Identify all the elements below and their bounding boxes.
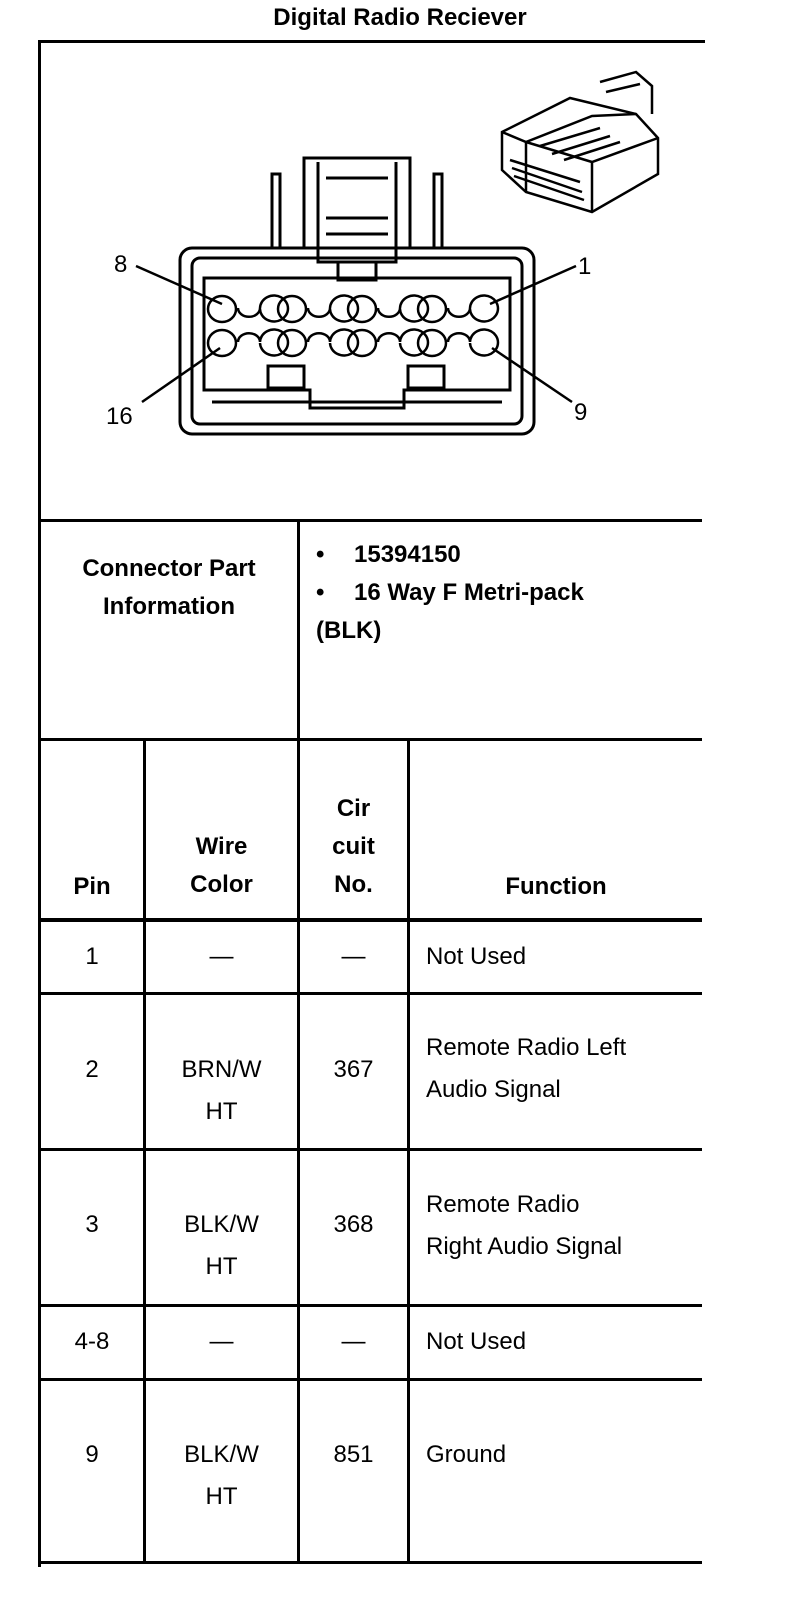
divider-row-3 <box>38 1304 702 1307</box>
bullet-icon: • <box>316 541 325 568</box>
cavity-row-top <box>208 296 498 323</box>
header-pin: Pin <box>73 873 111 900</box>
divider-info <box>38 738 702 741</box>
wire-color-cell <box>146 1434 297 1518</box>
header-wire-color <box>146 828 297 904</box>
page-title: Digital Radio Reciever <box>273 4 527 31</box>
connector-description: 16 Way F Metri-pack <box>354 579 584 606</box>
table-row <box>41 936 143 978</box>
circuit-cell: 367 <box>333 1056 374 1083</box>
bullet-icon: • <box>316 579 325 606</box>
table-row <box>41 1321 143 1363</box>
divider-row-4 <box>38 1378 702 1381</box>
pin-label-16: 16 <box>106 403 133 430</box>
connector-info-values <box>316 536 696 650</box>
function-line2: Right Audio Signal <box>426 1233 623 1260</box>
wire-color-line1: BRN/W <box>181 1056 262 1083</box>
lock-tab-left <box>268 366 304 388</box>
header-function: Function <box>505 873 607 900</box>
list-item <box>316 574 696 612</box>
divider-header <box>38 918 702 922</box>
divider-bottom <box>38 1561 702 1564</box>
table-row <box>41 1434 143 1476</box>
connector-3d-view <box>502 72 658 212</box>
wire-color-line1: BLK/W <box>184 1211 259 1238</box>
function-line1: Remote Radio Left <box>426 1034 627 1061</box>
function-cell <box>426 1027 702 1111</box>
part-number: 15394150 <box>354 541 461 568</box>
list-item <box>316 536 696 574</box>
divider-info-col <box>297 520 300 740</box>
function-cell: Ground <box>426 1441 507 1468</box>
wire-color-line2: HT <box>205 1483 238 1510</box>
pin-label-9: 9 <box>574 399 588 426</box>
circuit-cell: 851 <box>333 1441 374 1468</box>
pin-cell: 1 <box>85 943 99 970</box>
header-circuit <box>300 790 407 904</box>
header-circuit-line2: cuit <box>332 833 375 860</box>
function-cell <box>426 1184 702 1268</box>
divider-col-circuit <box>407 739 410 1564</box>
wire-color-line1: BLK/W <box>184 1441 259 1468</box>
function-line2: Audio Signal <box>426 1076 561 1103</box>
header-circuit-line3: No. <box>334 871 373 898</box>
latch-right-post <box>434 174 442 248</box>
function-line1: Remote Radio <box>426 1191 580 1218</box>
header-wire-color-line1: Wire <box>195 833 248 860</box>
connector-info-label <box>41 550 297 626</box>
pin-cell: 2 <box>85 1056 99 1083</box>
pin-cell: 3 <box>85 1211 99 1238</box>
connector-diagram <box>40 42 700 520</box>
header-circuit-line1: Cir <box>336 795 371 822</box>
wire-color-cell: — <box>209 1328 234 1355</box>
pin-label-8: 8 <box>114 251 128 278</box>
wire-color-line2: HT <box>205 1098 238 1125</box>
function-cell: Not Used <box>426 943 527 970</box>
pin-cell: 9 <box>85 1441 99 1468</box>
pin-label-1: 1 <box>578 253 592 280</box>
circuit-cell: — <box>341 1328 366 1355</box>
cavity-row-bottom <box>208 330 498 357</box>
circuit-cell: — <box>341 943 366 970</box>
connector-color: (BLK) <box>316 617 382 644</box>
divider-row-1 <box>38 992 702 995</box>
wire-color-line2: HT <box>205 1253 238 1280</box>
connector-info-label-line2: Information <box>103 593 235 620</box>
circuit-cell: 368 <box>333 1211 374 1238</box>
pin-cell: 4-8 <box>74 1328 110 1355</box>
wire-color-cell <box>146 1204 297 1288</box>
terminal-cavities <box>208 296 498 357</box>
table-row <box>41 1049 143 1091</box>
divider-row-2 <box>38 1148 702 1151</box>
wire-color-cell <box>146 1049 297 1133</box>
table-row <box>41 1204 143 1246</box>
connector-info-label-line1: Connector Part <box>82 555 256 582</box>
latch-left-post <box>272 174 280 248</box>
wire-color-cell: — <box>209 943 234 970</box>
header-wire-color-line2: Color <box>190 871 253 898</box>
latch-ribs <box>326 178 388 234</box>
lock-tab-right <box>408 366 444 388</box>
function-cell: Not Used <box>426 1328 527 1355</box>
